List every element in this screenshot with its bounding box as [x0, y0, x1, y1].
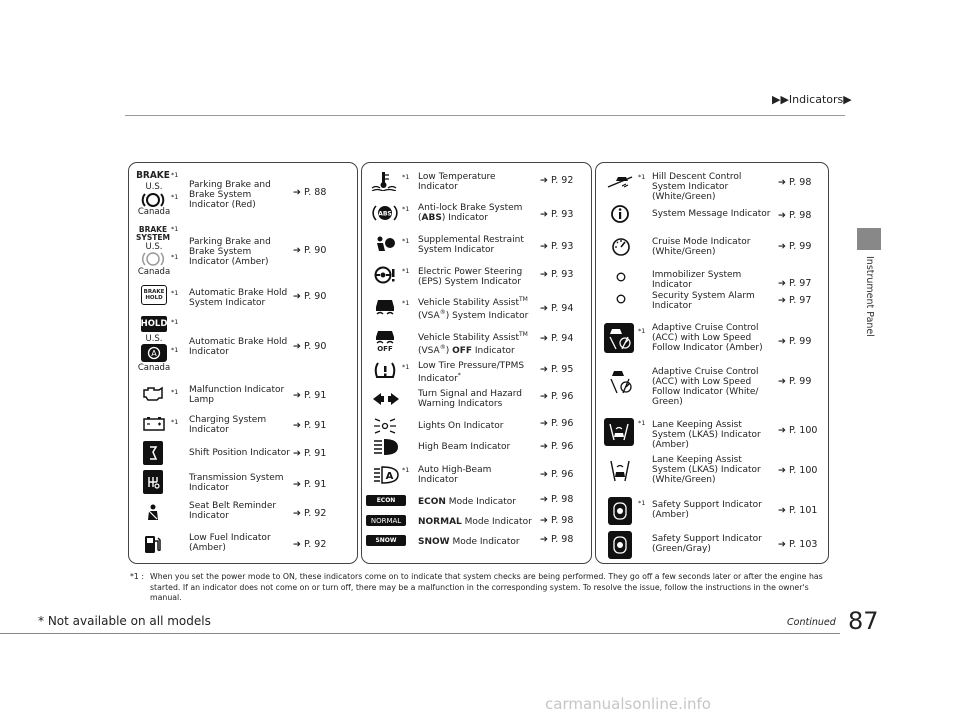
indicator-label: Shift Position Indicator [189, 448, 290, 458]
svg-text:A: A [385, 471, 394, 482]
indicator-shift-position [129, 440, 357, 466]
indicator-malfunction [129, 380, 357, 410]
footnote-mark: *1 : [130, 572, 144, 581]
indicator-label: Adaptive Cruise Control (ACC) with Low Speed Follow Indicator (White/ Green) [652, 367, 759, 407]
indicator-label: Parking Brake and Brake System Indicator (Red) [189, 180, 271, 210]
footnote-marker: *1 [171, 193, 179, 201]
page-reference-link[interactable]: ➔ P. 90 [293, 341, 327, 352]
svg-text:A: A [151, 349, 157, 358]
indicator-label: Seat Belt Reminder Indicator [189, 501, 277, 521]
page-reference-link[interactable]: ➔ P. 96 [540, 391, 574, 402]
footnote-marker: *1 [171, 253, 179, 261]
immobilizer-circle-icon [615, 271, 627, 283]
footnote-marker: *1 [171, 318, 179, 326]
engine-icon [141, 384, 167, 402]
battery-icon [141, 414, 167, 432]
econ-badge-icon: ECON [366, 495, 406, 506]
brake-hold-icon: BRAKE HOLD [141, 285, 167, 305]
indicator-label: Electric Power Steering (EPS) System Indicator [418, 267, 523, 287]
indicator-econ [362, 493, 591, 513]
indicator-label: Immobilizer System Indicator [652, 270, 742, 290]
region-label-canada: Canada [137, 363, 171, 373]
indicator-transmission [129, 468, 357, 498]
indicator-vsa [362, 291, 591, 323]
indicator-lkas-amber [596, 415, 828, 451]
shift-position-icon [143, 441, 163, 465]
indicator-label: Safety Support Indicator (Amber) [652, 500, 762, 520]
page-reference-link[interactable]: ➔ P. 92 [293, 508, 327, 519]
indicator-normal [362, 513, 591, 533]
page-reference-link[interactable]: ➔ P. 91 [293, 479, 327, 490]
indicator-label: Adaptive Cruise Control (ACC) with Low Speed Follow Indicator (Amber) [652, 323, 763, 353]
hill-descent-icon [606, 171, 634, 191]
page-reference-link[interactable]: ➔ P. 96 [540, 418, 574, 429]
page-reference-link[interactable]: ➔ P. 100 [778, 425, 818, 436]
region-label-canada: Canada [137, 267, 171, 277]
region-label-us: U.S. [145, 182, 163, 192]
footnote-marker: *1 [638, 419, 646, 427]
region-label-canada: Canada [137, 207, 171, 217]
footnote-marker: *1 [402, 363, 410, 371]
section-tab-marker [857, 228, 881, 250]
airbag-icon [372, 235, 398, 255]
indicator-label: Safety Support Indicator (Green/Gray) [652, 534, 762, 554]
vsa-icon [372, 297, 398, 317]
indicator-label: Security System Alarm Indicator [652, 291, 755, 311]
tire-pressure-icon [372, 361, 398, 381]
indicator-turn-signal [362, 385, 591, 415]
indicator-safety-support-green [596, 529, 828, 561]
indicator-label: Lane Keeping Assist System (LKAS) Indicator (White/Green) [652, 455, 761, 485]
page-reference-link[interactable]: ➔ P. 91 [293, 390, 327, 401]
indicator-charging [129, 410, 357, 440]
indicator-auto-brake-hold-system [129, 281, 357, 311]
footnote-marker: *1 [171, 346, 179, 354]
brake-text-icon: BRAKE [136, 169, 170, 181]
page-reference-link[interactable]: ➔ P. 98 [540, 515, 574, 526]
page-reference-link[interactable]: ➔ P. 97 [778, 278, 812, 289]
page-number: 87 [848, 607, 879, 635]
indicator-label: System Message Indicator [652, 209, 771, 219]
page-reference-link[interactable]: ➔ P. 90 [293, 245, 327, 256]
page-reference-link[interactable]: ➔ P. 103 [778, 539, 818, 550]
indicator-vsa-off [362, 325, 591, 359]
indicator-label: High Beam Indicator [418, 442, 511, 452]
header-title: ▶▶Indicators▶ [772, 93, 852, 106]
indicator-abs [362, 197, 591, 229]
page-reference-link[interactable]: ➔ P. 92 [293, 539, 327, 550]
indicator-label: Automatic Brake Hold System Indicator [189, 288, 288, 308]
page-reference-link[interactable]: ➔ P. 98 [540, 494, 574, 505]
indicator-label: Lights On Indicator [418, 421, 504, 431]
page-reference-link[interactable]: ➔ P. 100 [778, 465, 818, 476]
high-beam-icon [372, 437, 400, 457]
seat-belt-icon [143, 502, 163, 524]
page-reference-link[interactable]: ➔ P. 98 [778, 177, 812, 188]
page-reference-link[interactable]: ➔ P. 93 [540, 209, 574, 220]
indicator-system-message [596, 201, 828, 229]
footnote-marker: *1 [171, 225, 179, 233]
page-reference-link[interactable]: ➔ P. 92 [540, 175, 574, 186]
header-divider [125, 115, 845, 116]
vsa-off-icon: OFF [372, 327, 398, 355]
page-reference-link[interactable]: ➔ P. 98 [778, 210, 812, 221]
region-label-us: U.S. [145, 334, 163, 344]
indicator-lights-on [362, 415, 591, 437]
lkas-amber-icon [604, 418, 634, 446]
indicator-tpms [362, 359, 591, 387]
indicator-panel-right [595, 162, 829, 564]
footnote-marker: *1 [171, 388, 179, 396]
indicator-security [596, 291, 828, 315]
indicator-label: Transmission System Indicator [189, 473, 284, 493]
footer-availability-note: * Not available on all models [38, 614, 211, 628]
indicator-label: Anti-lock Brake System (ABS) Indicator [418, 203, 523, 223]
indicator-seat-belt [129, 498, 357, 528]
indicator-cruise [596, 231, 828, 263]
indicator-auto-brake-hold [129, 311, 357, 375]
thermometer-icon [370, 171, 398, 191]
indicator-immobilizer [596, 267, 828, 291]
continued-label: Continued [787, 617, 836, 628]
footnote-marker: *1 [402, 205, 410, 213]
indicator-brake-amber [129, 223, 357, 281]
footnote-marker: *1 [638, 173, 646, 181]
indicator-label: Lane Keeping Assist System (LKAS) Indicator (Amber) [652, 420, 761, 450]
footer-divider [0, 633, 840, 634]
svg-text:ABS: ABS [378, 210, 392, 218]
indicator-label: Low Tire Pressure/TPMS Indicator* [418, 361, 525, 384]
region-label-us: U.S. [145, 242, 163, 252]
page-reference-link[interactable]: ➔ P. 99 [778, 336, 812, 347]
brake-circle-icon [141, 251, 165, 267]
indicator-label: Supplemental Restraint System Indicator [418, 235, 524, 255]
indicator-label: Low Temperature Indicator [418, 172, 496, 192]
indicator-auto-high-beam [362, 461, 591, 491]
indicator-hill-descent [596, 167, 828, 202]
lkas-white-icon [606, 457, 634, 485]
page-reference-link[interactable]: ➔ P. 98 [540, 534, 574, 545]
page-reference-link[interactable]: ➔ P. 96 [540, 441, 574, 452]
lights-on-icon [372, 418, 400, 434]
page-reference-link[interactable]: ➔ P. 91 [293, 448, 327, 459]
page-reference-link[interactable]: ➔ P. 91 [293, 420, 327, 431]
indicator-label: Hill Descent Control System Indicator (White/Green) [652, 172, 742, 202]
page-reference-link[interactable]: ➔ P. 93 [540, 269, 574, 280]
transmission-icon [143, 470, 163, 494]
indicator-brake-red [129, 163, 357, 223]
footnote-marker: *1 [402, 267, 410, 275]
hold-icon: HOLD [141, 316, 167, 332]
footnote-marker: *1 [402, 466, 410, 474]
section-tab-label: Instrument Panel [864, 256, 875, 337]
page-reference-link[interactable]: ➔ P. 95 [540, 364, 574, 375]
page-reference-link[interactable]: ➔ P. 99 [778, 241, 812, 252]
footnote-text: When you set the power mode to ON, these indicators come on to indicate that system checks are being performed. They go off a few seconds later or after the engine has started. If an indicator does not come on or turn off, there may be a malfunction in the corresponding system. To resolve the issue, follow the instructions in the owner's manual. [150, 572, 823, 602]
auto-high-beam-icon [372, 465, 400, 485]
info-icon [610, 204, 630, 224]
footnote-marker: *1 [171, 171, 179, 179]
steering-wheel-icon [372, 265, 398, 285]
indicator-eps [362, 261, 591, 291]
indicator-snow [362, 532, 591, 554]
normal-badge-icon: NORMAL [366, 515, 406, 526]
acc-white-icon [606, 367, 634, 397]
footnote-marker: *1 [171, 289, 179, 297]
page-reference-link[interactable]: ➔ P. 97 [778, 295, 812, 306]
indicator-label: Low Fuel Indicator (Amber) [189, 533, 271, 553]
indicator-safety-support-amber [596, 495, 828, 527]
turn-signal-arrows-icon [372, 391, 400, 407]
cruise-speedometer-icon [610, 237, 632, 257]
page-reference-link[interactable]: ➔ P. 88 [293, 187, 327, 198]
indicator-acc-amber [596, 319, 828, 359]
fuel-pump-icon [143, 532, 163, 556]
page-reference-link[interactable]: ➔ P. 99 [778, 376, 812, 387]
indicator-label: Auto High-Beam Indicator [418, 465, 492, 485]
abs-icon [372, 203, 398, 223]
footnote-marker: *1 [402, 299, 410, 307]
indicator-low-temperature [362, 167, 591, 197]
brake-hold-a-icon [141, 344, 167, 362]
page-reference-link[interactable]: ➔ P. 101 [778, 505, 818, 516]
security-circle-icon [615, 293, 627, 305]
indicator-label: Malfunction Indicator Lamp [189, 385, 285, 405]
safety-support-green-icon [608, 531, 632, 559]
indicator-label: Cruise Mode Indicator (White/Green) [652, 237, 751, 257]
indicator-label: Vehicle Stability Assist™ (VSA®) OFF Indicator [418, 331, 528, 356]
page-reference-link[interactable]: ➔ P. 94 [540, 303, 574, 314]
footnote-marker: *1 [638, 499, 646, 507]
snow-badge-icon: SNOW [366, 535, 406, 546]
footnote-marker: *1 [402, 173, 410, 181]
indicator-srs [362, 229, 591, 261]
indicator-lkas-white [596, 453, 828, 493]
footnote-marker: *1 [171, 418, 179, 426]
page-reference-link[interactable]: ➔ P. 90 [293, 291, 327, 302]
indicator-label: SNOW Mode Indicator [418, 537, 520, 547]
indicator-label: ECON Mode Indicator [418, 497, 516, 507]
footnote-marker: *1 [638, 327, 646, 335]
indicator-panel-left [128, 162, 358, 564]
footnote [130, 572, 830, 604]
indicator-acc-white [596, 363, 828, 411]
safety-support-amber-icon [608, 497, 632, 525]
page-reference-link[interactable]: ➔ P. 93 [540, 241, 574, 252]
indicator-label: Charging System Indicator [189, 415, 267, 435]
indicator-high-beam [362, 435, 591, 459]
page-reference-link[interactable]: ➔ P. 94 [540, 333, 574, 344]
indicator-low-fuel [129, 528, 357, 560]
indicator-label: Automatic Brake Hold Indicator [189, 337, 288, 357]
indicator-label: Vehicle Stability Assist™ (VSA®) System Indicator [418, 296, 529, 321]
watermark: carmanualsonline.info [545, 695, 711, 713]
footnote-marker: *1 [402, 237, 410, 245]
brake-system-text-icon: BRAKE SYSTEM [136, 225, 170, 242]
page-reference-link[interactable]: ➔ P. 96 [540, 469, 574, 480]
indicator-label: Turn Signal and Hazard Warning Indicators [418, 389, 523, 409]
indicator-label: NORMAL Mode Indicator [418, 517, 532, 527]
indicator-panel-middle [361, 162, 592, 564]
acc-amber-icon [604, 323, 634, 353]
indicator-label: Parking Brake and Brake System Indicator (Amber) [189, 237, 271, 267]
brake-circle-icon [141, 192, 165, 208]
